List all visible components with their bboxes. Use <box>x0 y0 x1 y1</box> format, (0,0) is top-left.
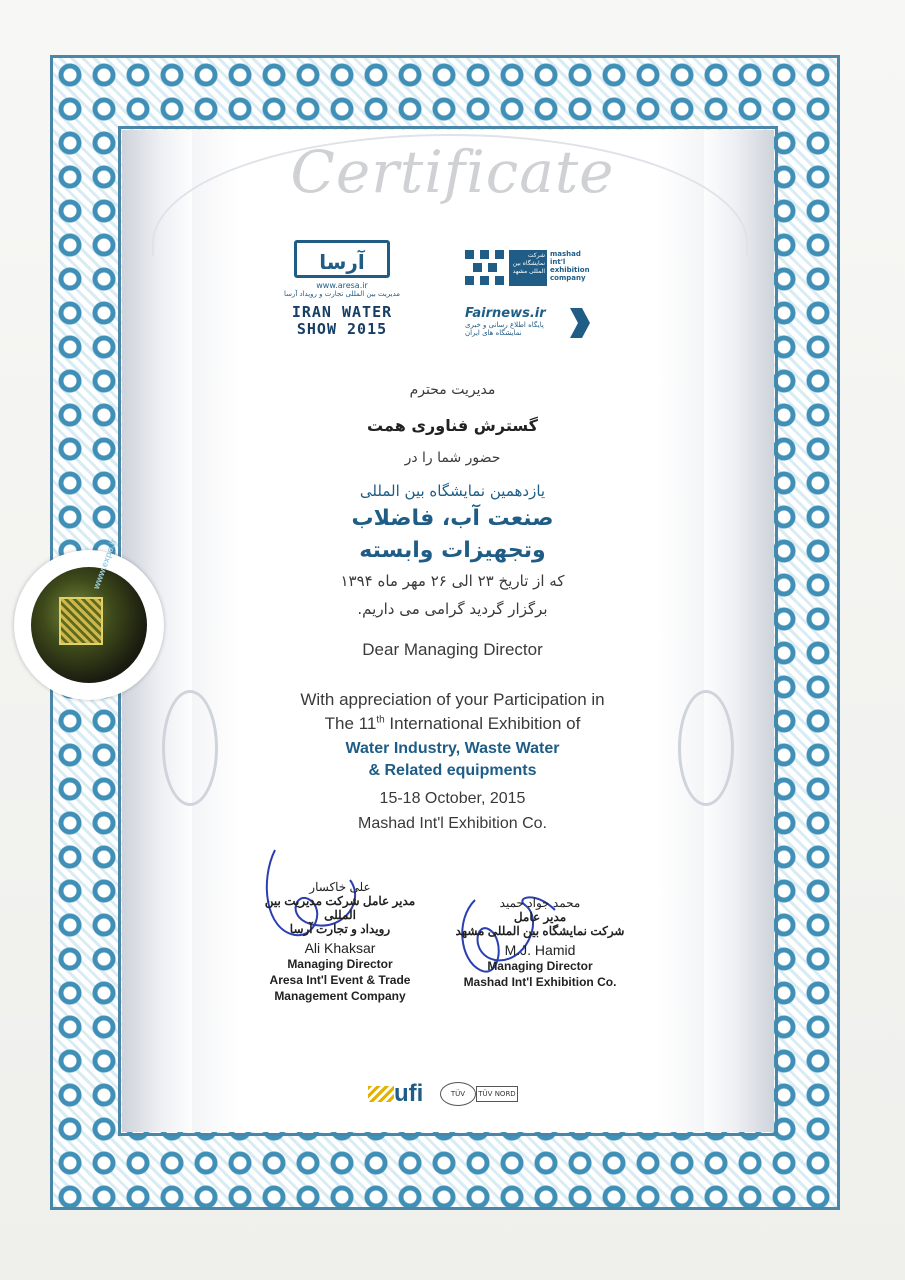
exhibition-ordinal-suffix: th <box>376 714 385 726</box>
persian-closing: برگزار گردید گرامی می داریم. <box>357 600 548 618</box>
english-greeting: Dear Managing Director <box>362 640 543 659</box>
left-persian-title-2: رویداد و تجارت آرسا <box>289 922 391 936</box>
signatory-left <box>250 880 430 1004</box>
show-name-line-1: IRAN WATER <box>291 303 393 321</box>
tuv-nord-logo: TÜV NORD <box>476 1086 518 1102</box>
aresa-logo <box>282 240 402 350</box>
english-appreciation: With appreciation of your Participation in <box>300 690 605 709</box>
right-english-title-1: Managing Director <box>487 959 593 973</box>
left-persian-title-1: مدیر عامل شرکت مدیریت بین المللی <box>264 894 416 922</box>
hologram-seal-face <box>31 537 147 683</box>
certificate-title: Certificate <box>290 138 615 206</box>
tuv-logo: TÜV <box>440 1082 476 1106</box>
persian-dates: که از تاریخ ۲۳ الی ۲۶ مهر ماه ۱۳۹۴ <box>340 572 565 590</box>
english-industry-line-1: Water Industry, Waste Water <box>345 740 560 757</box>
ufi-text: ufi <box>394 1080 424 1107</box>
english-dates: 15-18 October, 2015 <box>379 790 526 807</box>
show-name-line-2: SHOW 2015 <box>296 320 388 338</box>
hologram-seal <box>14 537 164 700</box>
aresa-subtitle: مدیریت بین المللی تجارت و رویداد آرسا <box>283 290 401 298</box>
certificate-panel <box>122 130 774 1132</box>
persian-exhibition: یازدهمین نمایشگاه بین المللی <box>359 482 546 500</box>
persian-industry-line-2: وتجهیزات وابسته <box>359 538 546 563</box>
left-persian-name: علی خاکسار <box>309 880 371 894</box>
persian-presence: حضور شما را در <box>404 450 501 466</box>
left-english-name: Ali Khaksar <box>304 940 376 956</box>
seal-url: www.expo.ir <box>91 537 119 591</box>
mashad-exhibition-logo <box>465 248 590 288</box>
english-exhibition <box>0 714 905 734</box>
persian-industry-line-1: صنعت آب، فاضلاب <box>351 506 554 531</box>
left-english-title-1: Managing Director <box>287 957 393 971</box>
iran-water-show-label <box>282 304 402 338</box>
ufi-stripes-icon <box>368 1086 394 1102</box>
ufi-logo <box>368 1080 438 1106</box>
fairnews-subtitle: پایگاه اطلاع رسانی و خبری نمایشگاه های ایران <box>465 321 544 337</box>
hologram-chip-icon <box>59 597 103 645</box>
aresa-url: www.aresa.ir <box>316 281 368 290</box>
right-persian-title-1: مدیر عامل <box>513 910 567 924</box>
aresa-mark: آرسا <box>294 240 390 278</box>
fairnews-name: Fairnews.ir <box>465 306 546 321</box>
right-english-name: M.J. Hamid <box>504 942 576 958</box>
mashad-grid-icon <box>465 250 505 286</box>
right-english-title-2: Mashad Int'l Exhibition Co. <box>463 975 617 989</box>
mashad-english-name: mashad int'l exhibition company <box>550 250 590 282</box>
persian-greeting: مدیریت محترم <box>409 382 496 398</box>
fairnews-logo <box>465 306 590 346</box>
left-english-title-2: Aresa Int'l Event & Trade <box>269 973 411 987</box>
mashad-persian-box: شرکت نمایشگاه بین المللی مشهد <box>509 250 547 286</box>
right-persian-name: محمد جواد حمید <box>499 896 581 910</box>
exhibition-title: International Exhibition of <box>384 714 581 733</box>
right-persian-title-2: شرکت نمایشگاه بین المللی مشهد <box>455 924 625 938</box>
persian-company-name: گسترش فناوری همت <box>367 416 538 435</box>
right-pillar <box>704 130 774 1132</box>
signatory-right <box>450 896 630 990</box>
left-english-title-3: Management Company <box>274 989 406 1003</box>
english-organizer: Mashad Int'l Exhibition Co. <box>358 815 547 832</box>
exhibition-ordinal: The 11 <box>324 714 377 733</box>
english-industry-line-2: & Related equipments <box>368 762 537 779</box>
